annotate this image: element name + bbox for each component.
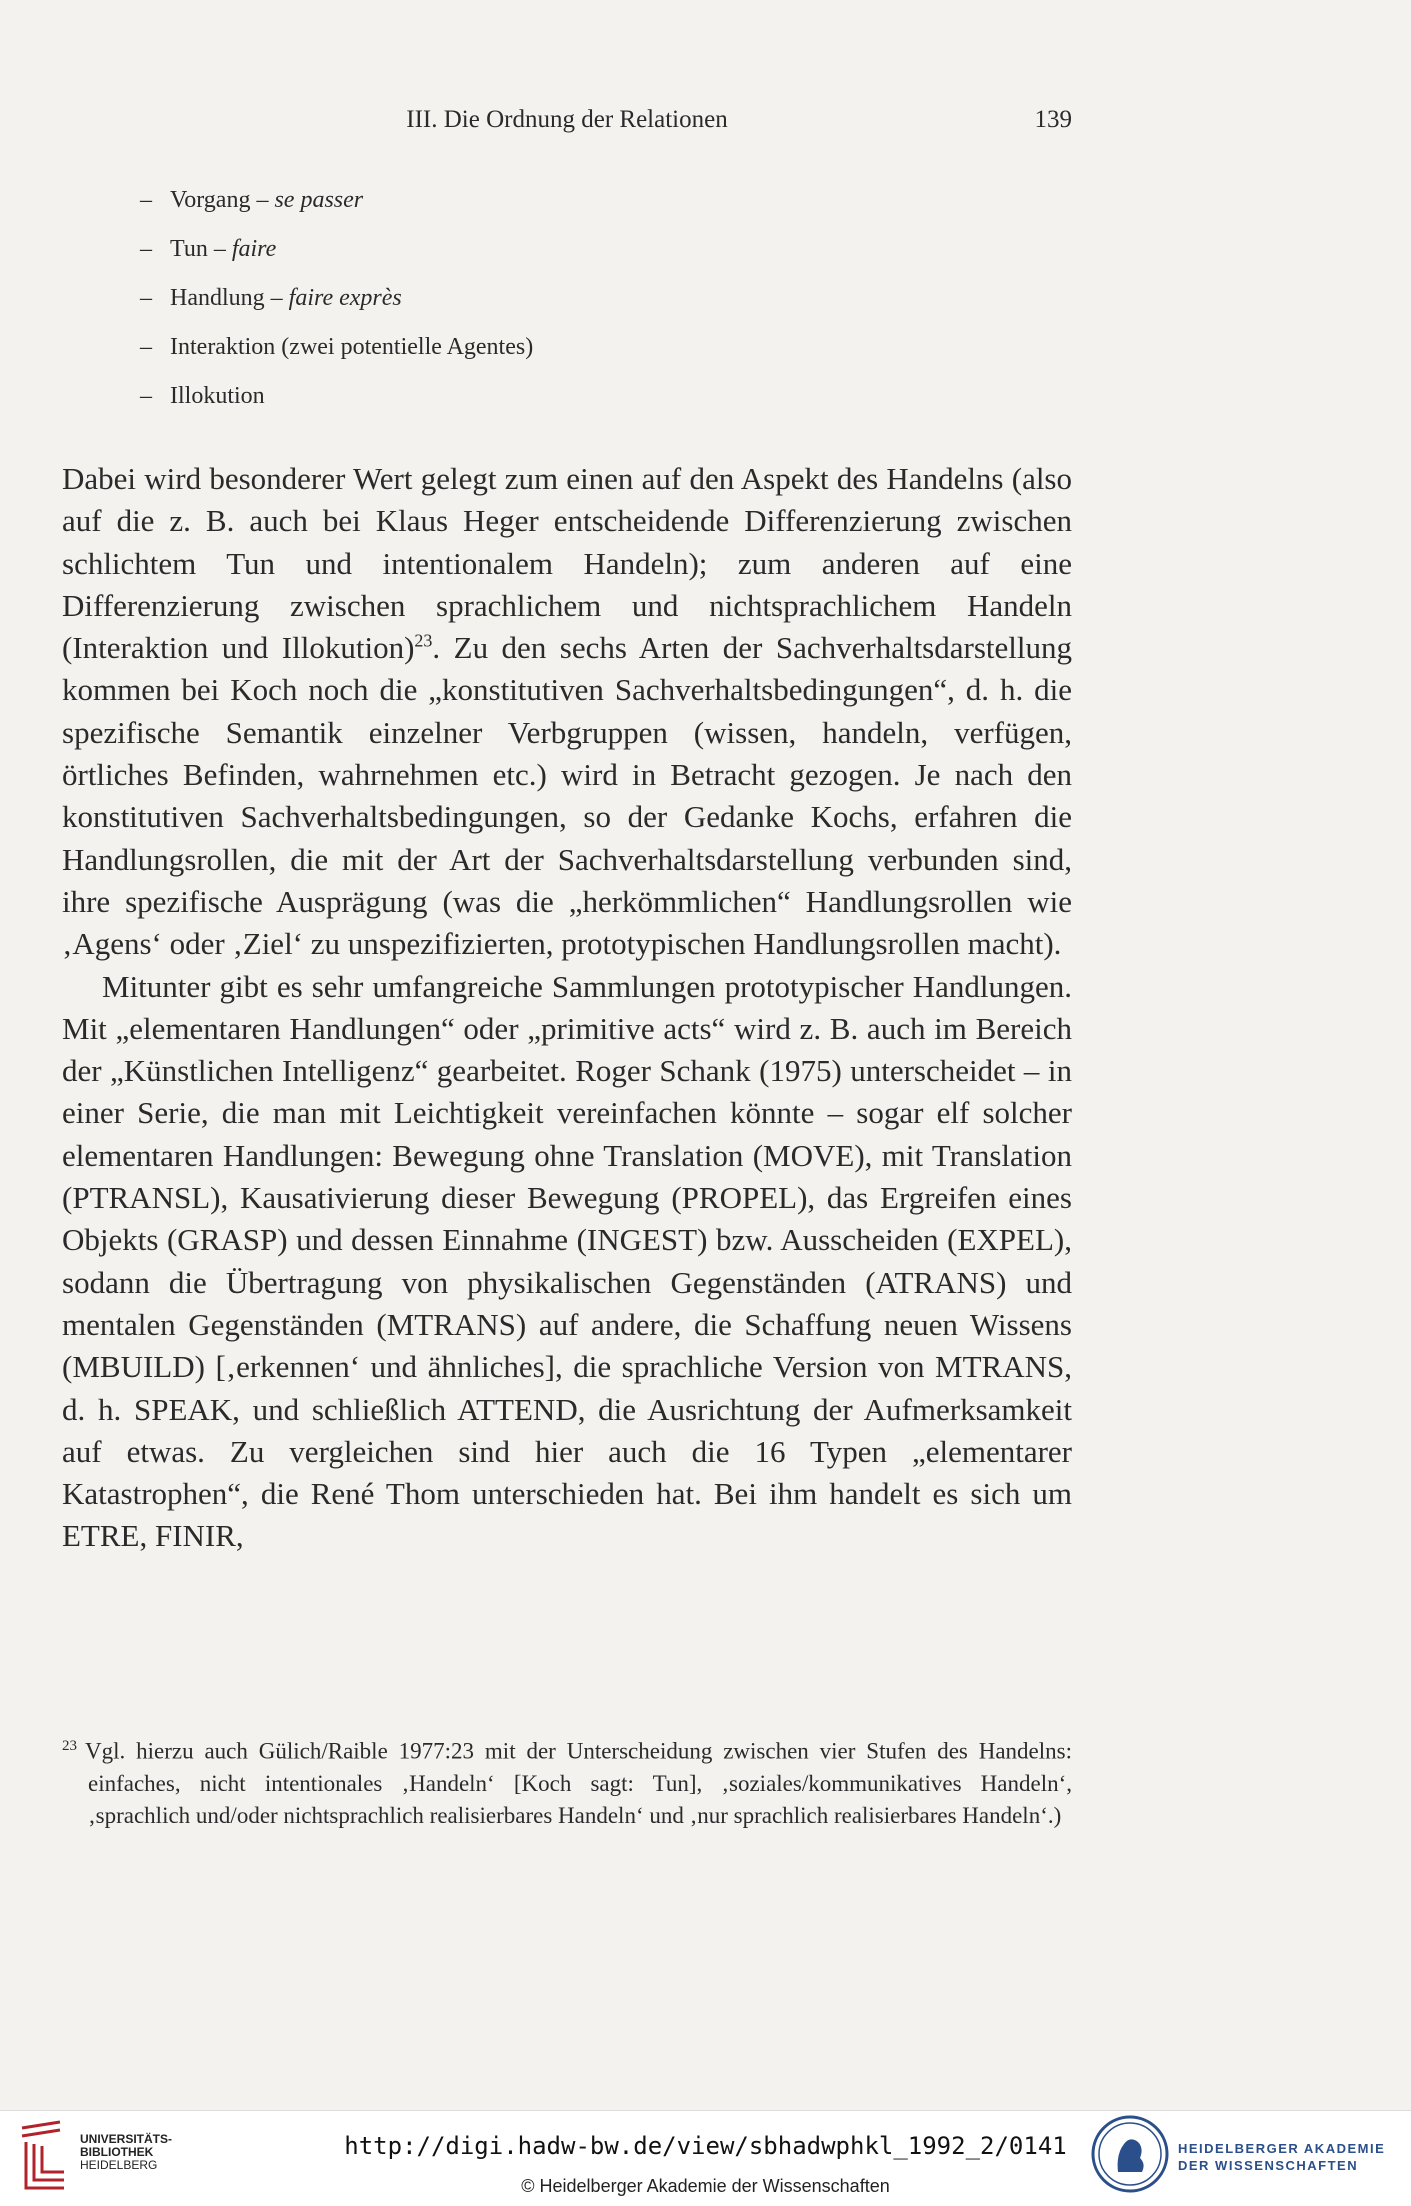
list-item: – Handlung – faire exprès (140, 285, 402, 311)
list-item-label: Illokution (170, 383, 265, 409)
list-item-label: Interaktion (zwei potentielle Agentes) (170, 334, 534, 360)
footnote-reference[interactable]: 23 (414, 630, 433, 651)
list-item: – Illokution (140, 383, 265, 409)
paragraph-2: Mitunter gibt es sehr umfangreiche Sammlungen prototypischer Handlungen. Mit „elementaren Handlungen“ oder „primitive acts“ wird z. B. auch im Bereich der „Künstlichen Intelligenz“ gearbeitet. Roger Schank (1975) unterscheidet – in einer Serie, die man mit Leichtigkeit vereinfachen könnte – sogar elf solcher elementaren Handlungen: Bewegung ohne Translation (MOVE), mit Translation (PTRANSL), Kausativierung dieser Bewegung (PROPEL), das Ergreifen eines Objekts (GRASP) und dessen Einnahme (INGEST) bzw. Ausscheiden (EXPEL), sodann die Übertragung von physikalischen Gegenständen (ATRANS) und mentalen Gegenständen (MTRANS) auf andere, die Schaffung neuen Wissens (MBUILD) [‚erkennen‘ und ähnliches], die sprachliche Version von MTRANS, d. h. SPEAK, und schließlich ATTEND, die Ausrichtung der Aufmerksamkeit auf etwas. Zu vergleichen sind hier auch die 16 Typen „elementarer Katastrophen“, die René Thom unterschieden hat. Bei ihm handelt es sich um ETRE, FINIR, (62, 968, 1072, 1554)
footnote (62, 1730, 1072, 1832)
copyright-notice: © Heidelberger Akademie der Wissenschaften (521, 2176, 890, 2196)
list-item: – Tun – faire (140, 236, 277, 262)
footnote-number: 23 (62, 1738, 77, 1754)
list-item-label: Tun (170, 236, 208, 262)
footnote-text: Vgl. hierzu auch Gülich/Raible 1977:23 mit der Unterscheidung zwischen vier Stufen des Handelns: einfaches, nicht intentionales ‚Handeln‘ [Koch sagt: Tun], ‚soziales/kommunikatives Handeln‘, ‚sprachlich und/oder nichtsprachlich realisierbares Handeln‘ und ‚nur sprachlich realisierbares Handeln‘.) (85, 1738, 1072, 1828)
list-item: – Interaktion (zwei potentielle Agentes) (140, 334, 534, 360)
library-line-1: UNIVERSITÄTS- (80, 2132, 173, 2146)
academy-line-1: HEIDELBERGER AKADEMIE (1178, 2141, 1386, 2156)
list-item-label: Handlung (170, 285, 265, 311)
paragraph-1 (62, 458, 1072, 966)
running-title: III. Die Ordnung der Relationen (406, 106, 728, 133)
academy-seal-icon[interactable] (1090, 2114, 1170, 2194)
academy-name (1178, 2140, 1385, 2174)
permalink-url[interactable]: http://digi.hadw-bw.de/view/sbhadwphkl_1992_2/0141 (344, 2132, 1067, 2160)
list-item-term: se passer (274, 187, 364, 213)
list-item-term: faire (231, 236, 277, 262)
body-text (62, 458, 1072, 1558)
list-item: – Vorgang – se passer (140, 187, 364, 213)
library-line-2: BIBLIOTHEK (80, 2145, 154, 2159)
action-types-list (140, 182, 533, 427)
academy-line-2: DER WISSENSCHAFTEN (1178, 2158, 1359, 2173)
library-line-3: HEIDELBERG (80, 2158, 158, 2172)
paragraph-1-part-a: Dabei wird besonderer Wert gelegt zum einen auf den Aspekt des Handelns (also auf die z. B. auch bei Klaus Heger entscheidende Differenzierung zwischen schlichtem Tun und intentionalem Handeln); zum anderen auf eine Differenzierung zwischen sprachlichem und nichtsprachlichem Handeln (Interaktion und Illokution) (62, 461, 1072, 666)
page-number: 139 (1034, 106, 1072, 133)
list-item-term: faire exprès (288, 285, 402, 311)
list-item-label: Vorgang (170, 187, 251, 213)
paragraph-1-part-b: . Zu den sechs Arten der Sachverhaltsdarstellung kommen bei Koch noch die „konstitutiven Sachverhaltsbedingungen“, d. h. die spezifische Semantik einzelner Verbgruppen (wissen, handeln, verfügen, örtliches Befinden, wahrnehmen etc.) wird in Betracht gezogen. Je nach den konstitutiven Sachverhaltsbedingungen, so der Gedanke Kochs, erfahren die Handlungsrollen, die mit der Art der Sachverhaltsdarstellung verbunden sind, ihre spezifische Ausprägung (was die „herkömmlichen“ Handlungsrollen wie ‚Agens‘ oder ‚Ziel‘ zu unspezifizierten, prototypischen Handlungsrollen macht). (62, 630, 1072, 962)
